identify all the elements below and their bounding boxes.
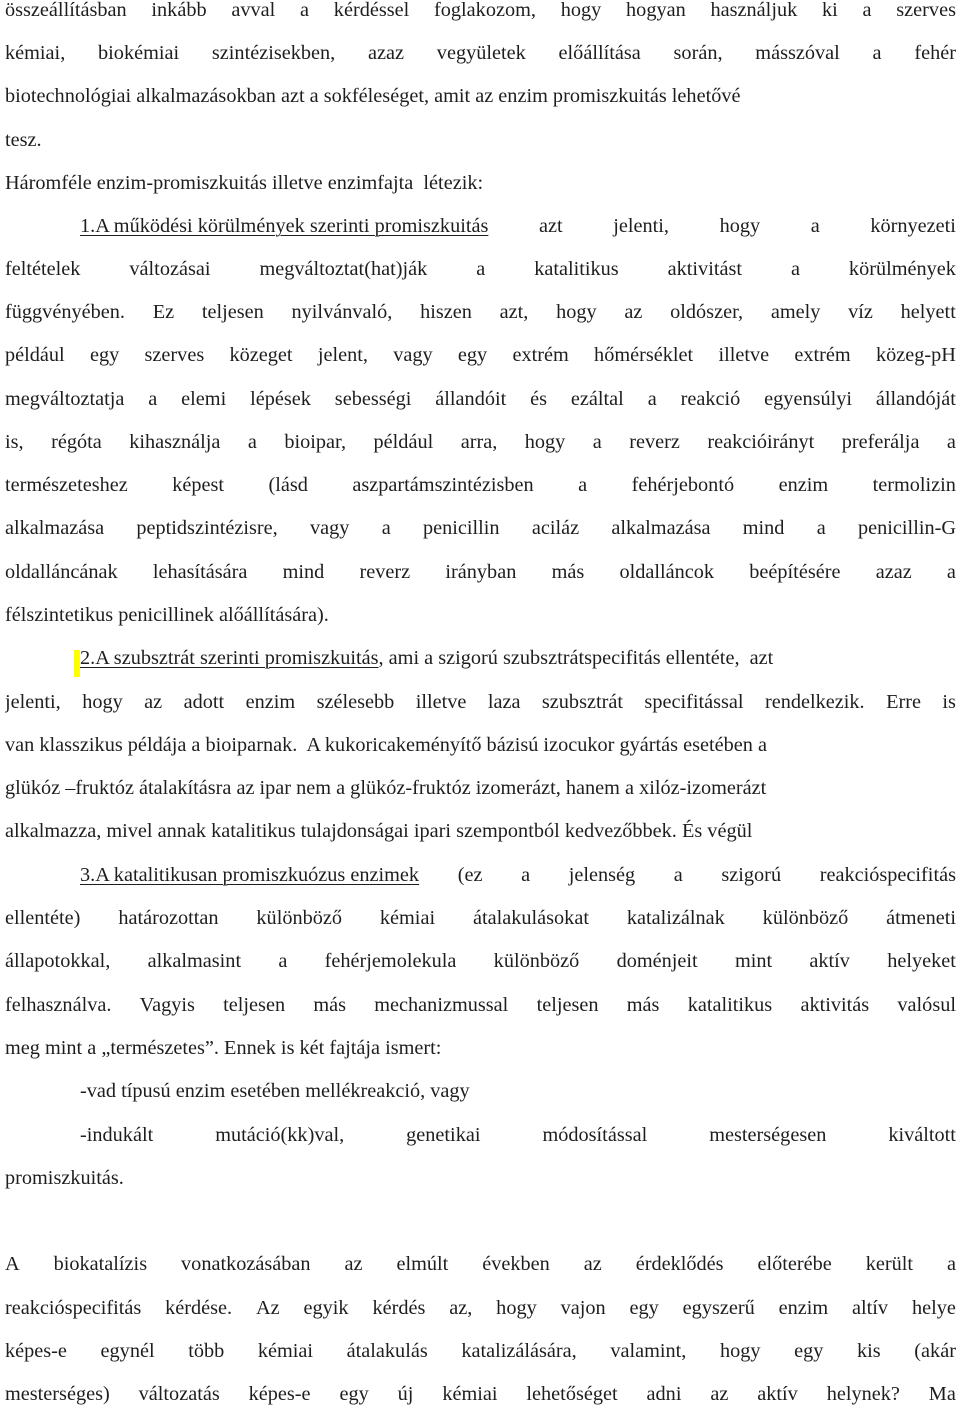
text-word: lehetőséget	[526, 1383, 618, 1405]
text-word: természeteshez	[5, 474, 128, 496]
text-word: Erre	[886, 691, 921, 713]
text-word: hogy	[719, 1340, 761, 1362]
text-word: felhasználva.	[5, 994, 112, 1016]
text-word: oldószer,	[670, 301, 744, 323]
text-word: hogy	[82, 691, 123, 713]
text-word: egy	[89, 344, 120, 366]
text-word: került	[865, 1253, 914, 1275]
text-line	[80, 1121, 956, 1149]
text-word: szélesebb	[316, 691, 395, 713]
text-word: a	[946, 1253, 956, 1275]
text-word: A	[5, 1253, 20, 1275]
text-word: például	[5, 344, 65, 366]
text-line	[5, 817, 956, 845]
text-word: egy	[794, 1340, 824, 1362]
text-word: 3.A katalitikusan promiszkuózus enzimek	[80, 864, 420, 886]
text-word: években	[482, 1253, 550, 1275]
text-run: van klasszikus példája a bioiparnak. A kukoricakeményítő bázisú izocukor gyártás esetében a	[5, 734, 767, 756]
text-run: félszintetikus penicillinek alőállítására).	[5, 604, 329, 626]
text-word: vagy	[309, 517, 350, 539]
text-word: inkább	[151, 0, 207, 21]
text-word: alkalmazása	[5, 517, 105, 539]
text-word: kis	[857, 1340, 881, 1362]
text-word: enzim	[778, 474, 829, 496]
text-word: is	[942, 691, 956, 713]
text-word: reverz	[629, 431, 680, 453]
text-word: azaz	[875, 561, 912, 583]
text-word: a	[862, 0, 872, 21]
text-word: 1.A működési körülmények szerinti promiszkuitás	[80, 215, 489, 237]
text-word: mesterséges)	[5, 1383, 110, 1405]
text-word: mind	[742, 517, 785, 539]
text-word: állandóit	[435, 388, 507, 410]
text-word: peptidszintézisre,	[136, 517, 278, 539]
text-line	[5, 1337, 956, 1365]
text-line	[5, 904, 956, 932]
text-word: helyeket	[887, 950, 956, 972]
text-word: bioipar,	[284, 431, 347, 453]
text-line	[5, 774, 956, 802]
text-word: képes-e	[248, 1383, 311, 1405]
text-word: hiszen	[420, 301, 472, 323]
text-word: elemi	[181, 388, 227, 410]
text-word: reakcióirányt	[707, 431, 815, 453]
text-word: vegyületek	[436, 42, 526, 64]
text-word: a	[816, 517, 826, 539]
text-word: kémiai	[379, 907, 436, 929]
text-word: aszpartámszintézisben	[352, 474, 534, 496]
text-word: a	[946, 561, 956, 583]
text-word: a	[476, 258, 486, 280]
text-word: alkalmasint	[147, 950, 242, 972]
text-word: érdeklődés	[635, 1253, 724, 1275]
text-word: hogy	[719, 215, 761, 237]
text-word: adni	[646, 1383, 682, 1405]
text-word: más	[313, 994, 347, 1016]
text-line	[5, 601, 956, 629]
text-word: lépések	[250, 388, 311, 410]
text-line	[5, 558, 956, 586]
text-word: ezáltal	[570, 388, 624, 410]
text-word: változatás	[138, 1383, 220, 1405]
text-line	[5, 1294, 956, 1322]
text-word: kémiai,	[5, 42, 66, 64]
text-word: másszóval	[755, 42, 840, 64]
text-word: előállítása	[558, 42, 641, 64]
text-word: az	[710, 1383, 729, 1405]
text-word: a	[673, 864, 683, 886]
text-word: biokémiai	[98, 42, 180, 64]
text-word: hőmérséklet	[594, 344, 694, 366]
text-word: azt,	[499, 301, 529, 323]
text-word: feltételek	[5, 258, 81, 280]
text-line	[5, 1380, 956, 1408]
text-word: hogy	[556, 301, 597, 323]
text-word: kiváltott	[888, 1124, 956, 1146]
text-word: szintézisekben,	[211, 42, 336, 64]
text-word: (lásd	[268, 474, 308, 496]
text-word: elmúlt	[396, 1253, 449, 1275]
text-word: avval	[231, 0, 276, 21]
text-word: a	[647, 388, 657, 410]
text-word: egynél	[100, 1340, 155, 1362]
text-word: biokatalízis	[53, 1253, 148, 1275]
text-word: mesterségesen	[709, 1124, 827, 1146]
text-word: kérdés	[372, 1297, 426, 1319]
text-word: penicillin	[422, 517, 500, 539]
text-word: katalitikus	[687, 994, 773, 1016]
text-word: szigorú	[721, 864, 782, 886]
text-line	[5, 169, 956, 197]
text-word: hogyan	[626, 0, 686, 21]
text-word: a	[872, 42, 882, 64]
text-word: -indukált	[80, 1124, 154, 1146]
text-word: kihasználja	[129, 431, 221, 453]
text-word: adott	[183, 691, 225, 713]
text-word: mind	[282, 561, 325, 583]
text-word: mechanizmussal	[374, 994, 509, 1016]
text-run: glükóz –fruktóz átalakításra az ipar nem a glükóz-fruktóz izomerázt, hanem a xilóz-izomerázt	[5, 777, 767, 799]
text-word: az,	[449, 1297, 473, 1319]
text-word: régóta	[51, 431, 102, 453]
text-word: az	[624, 301, 643, 323]
text-word: vonatkozásában	[181, 1253, 311, 1275]
text-line	[5, 471, 956, 499]
text-word: irányban	[445, 561, 517, 583]
text-word: szerves	[144, 344, 205, 366]
text-word: teljesen	[223, 994, 286, 1016]
text-word: alkalmazása	[611, 517, 711, 539]
text-word: helye	[911, 1297, 956, 1319]
text-word: egy	[629, 1297, 659, 1319]
text-word: egyik	[303, 1297, 349, 1319]
text-run: tesz.	[5, 129, 42, 151]
text-line	[5, 341, 956, 369]
text-word: fehérjemolekula	[324, 950, 457, 972]
text-word: az	[144, 691, 163, 713]
text-word: katalizálására,	[461, 1340, 577, 1362]
text-line	[5, 298, 956, 326]
text-word: használjuk	[710, 0, 798, 21]
text-line	[5, 255, 956, 283]
text-word: penicillin-G	[858, 517, 956, 539]
text-word: jelenség	[568, 864, 636, 886]
text-word: katalitikus	[534, 258, 619, 280]
text-word: egyszerű	[682, 1297, 755, 1319]
text-word: előterébe	[757, 1253, 832, 1275]
text-word: Vagyis	[139, 994, 195, 1016]
text-word: körülmények	[848, 258, 956, 280]
text-word: enzim	[778, 1297, 829, 1319]
text-word: aktivitás	[800, 994, 870, 1016]
text-word: lehasítására	[152, 561, 248, 583]
list-item-text: , ami a szigorú szubsztrátspecifitás ellentéte, azt	[378, 647, 774, 669]
text-word: is,	[5, 431, 24, 453]
text-word: a	[810, 215, 820, 237]
text-word: vajon	[560, 1297, 606, 1319]
text-word: közeg-pH	[875, 344, 956, 366]
text-word: összeállításban	[5, 0, 127, 21]
text-word: termolizin	[872, 474, 956, 496]
text-word: környezeti	[870, 215, 956, 237]
text-line	[5, 731, 956, 759]
text-word: különböző	[493, 950, 580, 972]
text-word: enzim	[245, 691, 296, 713]
text-word: különböző	[256, 907, 343, 929]
text-word: laza	[487, 691, 521, 713]
text-word: (ez	[457, 864, 483, 886]
text-word: mutáció(kk)val,	[215, 1124, 345, 1146]
text-word: specifitással	[644, 691, 744, 713]
text-word: szerves	[896, 0, 956, 21]
text-word: hogy	[496, 1297, 537, 1319]
text-word: aciláz	[531, 517, 580, 539]
text-word: jelenti,	[613, 215, 669, 237]
text-word: és	[530, 388, 548, 410]
text-word: a	[790, 258, 800, 280]
text-word: változásai	[129, 258, 211, 280]
text-line	[80, 212, 956, 240]
text-word: Ez	[152, 301, 175, 323]
text-line	[5, 428, 956, 456]
text-word: más	[551, 561, 585, 583]
text-word: a	[148, 388, 158, 410]
text-word: kémiai	[442, 1383, 498, 1405]
text-word: a	[300, 0, 310, 21]
text-word: során,	[673, 42, 723, 64]
text-line	[5, 385, 956, 413]
text-word: hogy	[524, 431, 566, 453]
text-word: teljesen	[201, 301, 264, 323]
text-word: képes-e	[5, 1340, 67, 1362]
text-word: reakcióspecifitás	[819, 864, 956, 886]
text-word: reakcióspecifitás	[5, 1297, 142, 1319]
text-word: közeget	[229, 344, 293, 366]
text-word: függvényében.	[5, 301, 125, 323]
text-line	[5, 688, 956, 716]
text-word: szubsztrát	[541, 691, 623, 713]
text-word: genetikai	[406, 1124, 481, 1146]
text-word: hogy	[560, 0, 602, 21]
text-word: az	[583, 1253, 602, 1275]
text-word: állandóját	[875, 388, 956, 410]
text-word: kémiai	[257, 1340, 314, 1362]
text-word: jelent,	[317, 344, 368, 366]
text-word: a	[247, 431, 257, 453]
text-line	[5, 947, 956, 975]
text-line	[5, 39, 956, 67]
text-word: Ma	[928, 1383, 956, 1405]
text-word: határozottan	[118, 907, 219, 929]
text-word: rendelkezik.	[764, 691, 865, 713]
text-word: különböző	[762, 907, 849, 929]
text-word: a	[278, 950, 288, 972]
text-line	[5, 991, 956, 1019]
text-word: teljesen	[536, 994, 599, 1016]
text-word: katalizálnak	[626, 907, 725, 929]
text-line	[5, 1164, 956, 1192]
text-word: beépítésére	[749, 561, 841, 583]
text-word: foglakozom,	[434, 0, 536, 21]
text-word: a	[592, 431, 602, 453]
text-word: egy	[457, 344, 488, 366]
text-word: vagy	[393, 344, 433, 366]
text-run: -vad típusú enzim esetében mellékreakció, vagy	[80, 1080, 470, 1102]
text-word: állapotokkal,	[5, 950, 111, 972]
text-word: megváltoztat(hat)ják	[259, 258, 428, 280]
text-word: más	[626, 994, 660, 1016]
text-word: egyensúlyi	[764, 388, 853, 410]
text-word: a	[381, 517, 391, 539]
text-word: ki	[821, 0, 838, 21]
text-word: a	[521, 864, 531, 886]
text-word: például	[373, 431, 434, 453]
text-word: képest	[172, 474, 225, 496]
text-word: az	[344, 1253, 363, 1275]
text-word: új	[397, 1383, 414, 1405]
text-run: meg mint a „természetes”. Ennek is két fajtája ismert:	[5, 1037, 442, 1059]
text-word: kérdése.	[165, 1297, 233, 1319]
text-word: átalakulás	[346, 1340, 428, 1362]
text-word: valamint,	[610, 1340, 687, 1362]
text-line	[5, 514, 956, 542]
text-word: aktív	[809, 950, 850, 972]
text-word: preferálja	[841, 431, 920, 453]
text-word: (akár	[914, 1340, 956, 1362]
text-line	[5, 1250, 956, 1278]
text-word: valósul	[897, 994, 956, 1016]
text-word: reverz	[359, 561, 411, 583]
text-word: átmeneti	[886, 907, 956, 929]
text-word: több	[188, 1340, 225, 1362]
text-word: nyilvánvaló,	[291, 301, 393, 323]
text-word: arra,	[460, 431, 498, 453]
text-word: illetve	[415, 691, 467, 713]
text-word: mint	[734, 950, 773, 972]
text-word: fehérjebontó	[631, 474, 735, 496]
text-line	[5, 82, 956, 110]
text-word: helyett	[900, 301, 956, 323]
text-word: a	[578, 474, 588, 496]
text-word: fehér	[914, 42, 956, 64]
text-word: amely	[770, 301, 821, 323]
text-word: oldalláncának	[5, 561, 118, 583]
text-line	[5, 126, 956, 154]
text-word: azt	[538, 215, 563, 237]
text-word: altív	[852, 1297, 889, 1319]
text-run: alkalmazza, mivel annak katalitikus tulajdonságai ipari szempontból kedvezőbbek. És végül	[5, 820, 753, 842]
text-word: víz	[848, 301, 873, 323]
text-word: megváltoztatja	[5, 388, 125, 410]
list-item-heading: 2.A szubsztrát szerinti promiszkuitás	[80, 647, 379, 669]
text-run: biotechnológiai alkalmazásokban azt a sokféleséget, amit az enzim promiszkuitás lehetővé	[5, 85, 741, 107]
text-word: oldalláncok	[619, 561, 715, 583]
text-word: aktivitást	[667, 258, 742, 280]
text-line	[80, 1077, 956, 1105]
text-line	[80, 644, 956, 672]
text-line	[80, 861, 956, 889]
text-run: promiszkuitás.	[5, 1167, 124, 1189]
text-line	[5, 1034, 956, 1062]
text-line	[5, 0, 956, 24]
text-word: aktív	[757, 1383, 798, 1405]
text-word: reakció	[680, 388, 741, 410]
text-word: doménjeit	[616, 950, 698, 972]
text-word: jelenti,	[5, 691, 61, 713]
text-word: helynek?	[826, 1383, 900, 1405]
text-word: ellentéte)	[5, 907, 81, 929]
text-word: egy	[339, 1383, 369, 1405]
text-word: Az	[256, 1297, 280, 1319]
text-word: kérdéssel	[333, 0, 410, 21]
text-run: Háromféle enzim-promiszkuitás illetve enzimfajta létezik:	[5, 172, 484, 194]
text-word: extrém	[512, 344, 569, 366]
text-word: módosítással	[542, 1124, 648, 1146]
text-word: a	[946, 431, 956, 453]
text-word: illetve	[718, 344, 770, 366]
text-word: extrém	[794, 344, 851, 366]
text-word: átalakulásokat	[472, 907, 589, 929]
text-word: azaz	[368, 42, 405, 64]
text-word: sebességi	[334, 388, 412, 410]
